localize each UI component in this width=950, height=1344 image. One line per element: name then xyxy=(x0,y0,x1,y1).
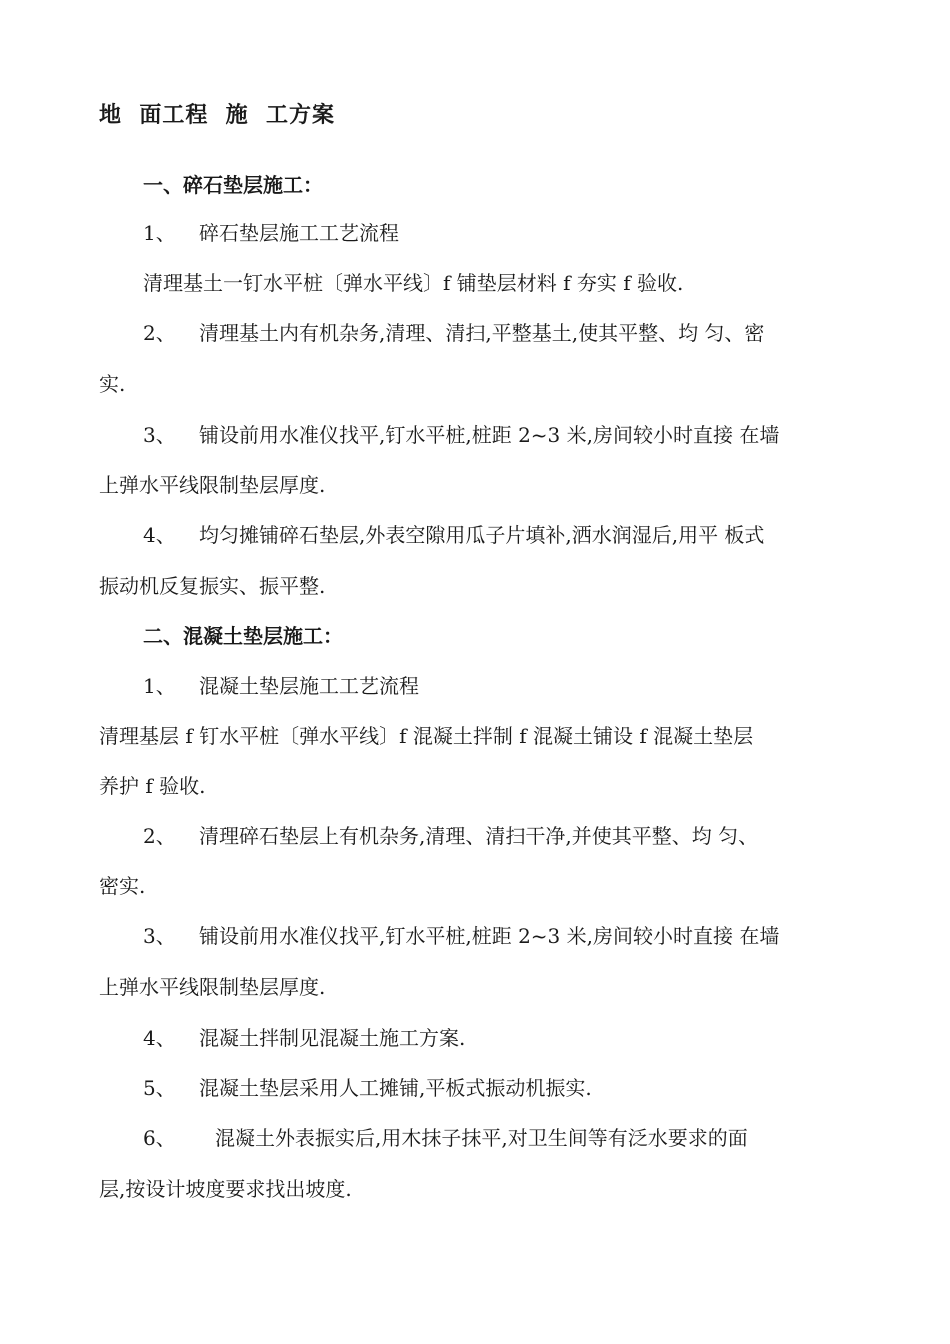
item-number: 4、 xyxy=(143,523,176,547)
concrete-item-3-line-2: 上弹水平线限制垫层厚度. xyxy=(99,975,326,999)
item-number: 3、 xyxy=(143,924,176,948)
concrete-process-flow-line-2: 养护 f 验收. xyxy=(99,774,206,798)
concrete-item-5 xyxy=(143,1074,893,1102)
item-number: 2、 xyxy=(143,321,176,345)
item-number: 3、 xyxy=(143,423,176,447)
concrete-item-1 xyxy=(143,672,893,700)
section-heading-concrete: 二、混凝土垫层施工： xyxy=(143,624,343,648)
gravel-process-flow: 清理基土一钉水平桩〔弹水平线〕f 铺垫层材料 f 夯实 f 验收. xyxy=(143,271,684,295)
gravel-item-4-line-2: 振动机反复振实、振平整. xyxy=(99,574,326,598)
item-text: 混凝土垫层施工工艺流程 xyxy=(199,674,419,698)
item-number: 1、 xyxy=(143,221,176,245)
item-text: 铺设前用水准仪找平,钉水平桩,桩距 2~3 米,房间较小时直接 在墙 xyxy=(199,423,780,447)
gravel-item-4-line-1 xyxy=(143,521,893,549)
item-number: 4、 xyxy=(143,1026,176,1050)
concrete-item-4 xyxy=(143,1024,893,1052)
section-heading-gravel: 一、碎石垫层施工： xyxy=(143,173,323,197)
concrete-item-2-line-1 xyxy=(143,822,893,850)
item-text: 混凝土外表振实后,用木抹子抹平,对卫生间等有泛水要求的面 xyxy=(215,1126,748,1150)
item-text: 清理碎石垫层上有机杂务,清理、清扫干净,并使其平整、均 匀、 xyxy=(199,824,759,848)
gravel-item-3-line-2: 上弹水平线限制垫层厚度. xyxy=(99,473,326,497)
concrete-item-3-line-1 xyxy=(143,922,893,950)
item-text: 铺设前用水准仪找平,钉水平桩,桩距 2~3 米,房间较小时直接 在墙 xyxy=(199,924,780,948)
item-text: 混凝土拌制见混凝土施工方案. xyxy=(199,1026,466,1050)
item-number: 1、 xyxy=(143,674,176,698)
item-text: 均匀摊铺碎石垫层,外表空隙用瓜子片填补,洒水润湿后,用平 板式 xyxy=(199,523,765,547)
concrete-item-6-line-1 xyxy=(143,1124,893,1152)
concrete-process-flow-line-1: 清理基层 f 钉水平桩〔弹水平线〕f 混凝土拌制 f 混凝土铺设 f 混凝土垫层 xyxy=(99,724,754,748)
item-number: 5、 xyxy=(143,1076,176,1100)
concrete-item-2-line-2: 密实. xyxy=(99,874,146,898)
item-text: 混凝土垫层采用人工摊铺,平板式振动机振实. xyxy=(199,1076,592,1100)
gravel-item-3-line-1 xyxy=(143,421,893,449)
gravel-item-2-line-1 xyxy=(143,319,893,347)
item-text: 碎石垫层施工工艺流程 xyxy=(199,221,399,245)
gravel-item-1 xyxy=(143,219,893,247)
gravel-item-2-line-2: 实. xyxy=(99,372,126,396)
concrete-item-6-line-2: 层,按设计坡度要求找出坡度. xyxy=(99,1177,352,1201)
document-title: 地 面工程 施 工方案 xyxy=(99,103,335,128)
item-number: 6、 xyxy=(143,1126,176,1150)
item-text: 清理基土内有机杂务,清理、清扫,平整基土,使其平整、均 匀、密 xyxy=(199,321,765,345)
item-number: 2、 xyxy=(143,824,176,848)
